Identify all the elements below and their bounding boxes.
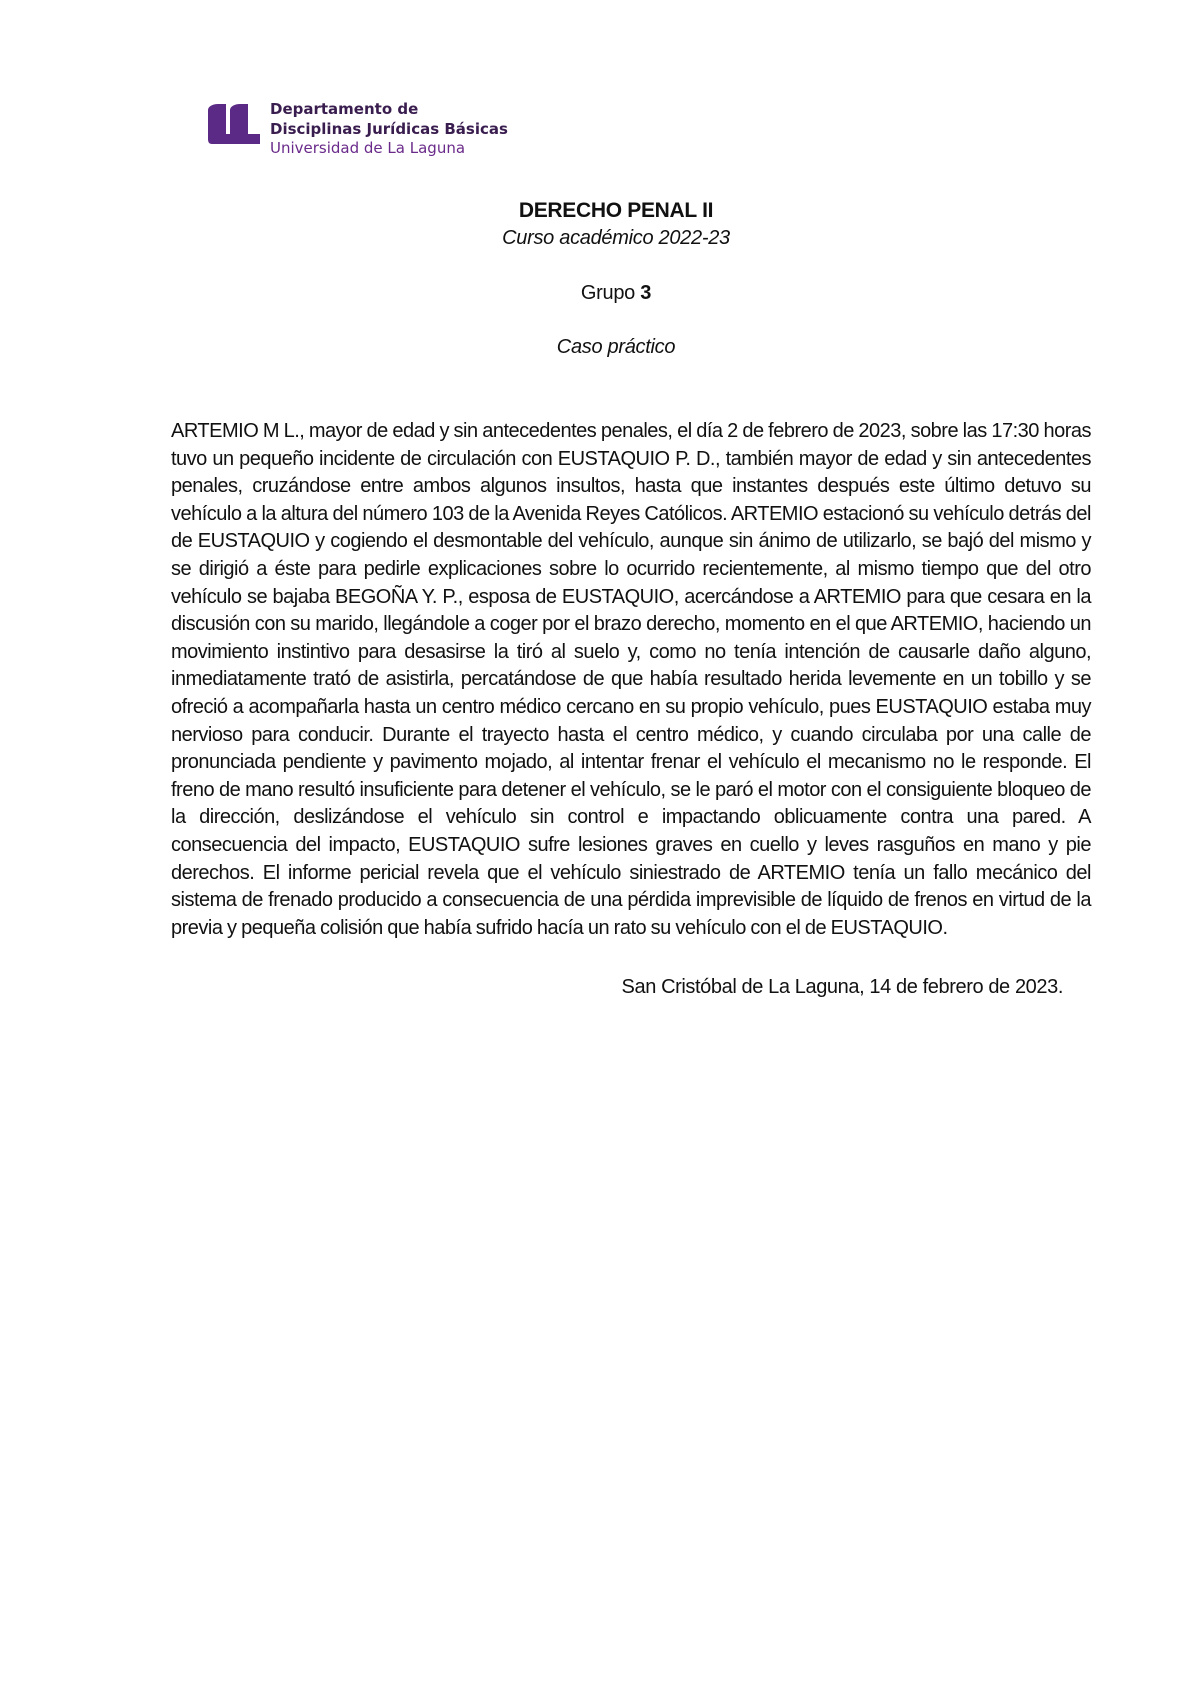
group-number: 3 — [640, 282, 652, 304]
document-title: DERECHO PENAL II — [518, 199, 714, 222]
place-and-date: San Cristóbal de La Laguna, 14 de febrero de 2023. — [621, 976, 1063, 998]
group-label: Grupo — [580, 282, 641, 304]
department-line-2: Disciplinas Jurídicas Básicas — [270, 119, 508, 138]
ll-logo-icon — [208, 104, 260, 144]
department-header — [208, 100, 508, 159]
university-name: Universidad de La Laguna — [270, 139, 466, 157]
group-line — [0, 282, 1200, 305]
case-body-paragraph: ARTEMIO M L., mayor de edad y sin antecedentes penales, el día 2 de febrero de 2023, sobre las 17:30 horas tuvo un pequeño incidente de circulación con EUSTAQUIO P. D., también mayor de edad y sin antecedentes penales, cruzándose entre ambos algunos insultos, hasta que instantes después este último detuvo su vehículo a la altura del número 103 de la Avenida Reyes Católicos. ARTEMIO estacionó su vehículo detrás del de EUSTAQUIO y cogiendo el desmontable del vehículo, aunque sin ánimo de utilizarlo, se bajó del mismo y se dirigió a éste para pedirle explicaciones sobre lo ocurrido recientemente, al mismo tiempo que del otro vehículo se bajaba BEGOÑA Y. P., esposa de EUSTAQUIO, acercándose a ARTEMIO para que cesara en la discusión con su marido, llegándole a coger por el brazo derecho, momento en el que ARTEMIO, haciendo un movimiento instintivo para desasirse la tiró al suelo y, como no tenía intención de causarle daño alguno, inmediatamente trató de asistirla, percatándose de que había resultado herida levemente en un tobillo y se ofreció a acompañarla hasta un centro médico cercano en su propio vehículo, pues EUSTAQUIO estaba muy nervioso para conducir. Durante el trayecto hasta el centro médico, y cuando circulaba por una calle de pronunciada pendiente y pavimento mojado, al intentar frenar el vehículo el mecanismo no le responde. El freno de mano resultó insuficiente para detener el vehículo, se le paró el motor con el consiguiente bloqueo de la dirección, deslizándose el vehículo sin control e impactando oblicuamente contra una pared. A consecuencia del impacto, EUSTAQUIO sufre lesiones graves en cuello y leves rasguños en mano y pie derechos. El informe pericial revela que el vehículo siniestrado de ARTEMIO tenía un fallo mecánico del sistema de frenado producido a consecuencia de una pérdida imprevisible de líquido de frenos en virtud de la previa y pequeña colisión que había sufrido hacía un rato su vehículo con el de EUSTAQUIO. — [171, 420, 1091, 939]
department-name — [270, 100, 508, 159]
course-year: Curso académico 2022-23 — [502, 227, 730, 249]
case-label: Caso práctico — [556, 336, 676, 358]
department-line-1: Departamento de — [270, 100, 419, 118]
